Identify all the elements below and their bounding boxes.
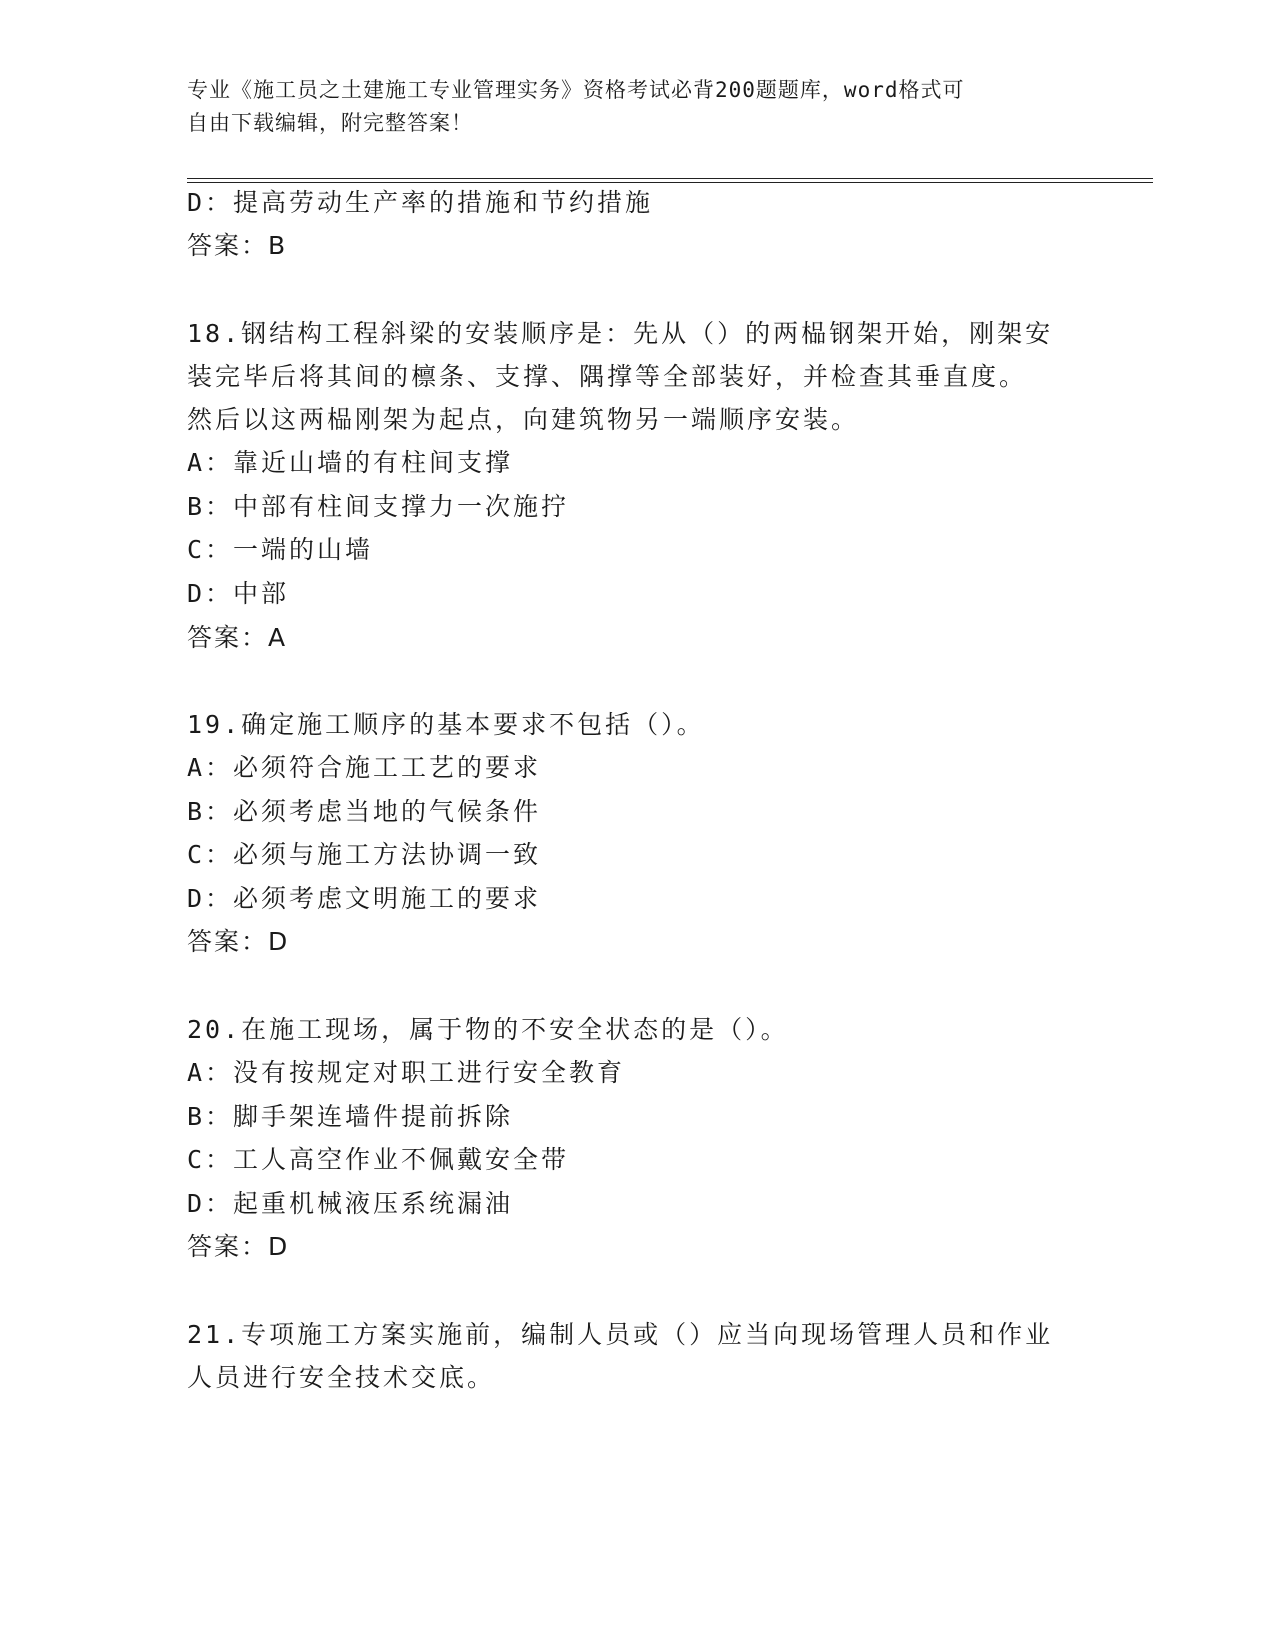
question-18-stem-line-1: 18.钢结构工程斜梁的安装顺序是：先从（）的两榀钢架开始，刚架安	[187, 319, 1054, 348]
question-18-stem-line-3: 然后以这两榀刚架为起点，向建筑物另一端顺序安装。	[187, 405, 860, 434]
question-18-stem-line-2: 装完毕后将其间的檩条、支撑、隅撑等全部装好，并检查其垂直度。	[187, 362, 1028, 391]
question-18-option-a: A：靠近山墙的有柱间支撑	[187, 448, 514, 477]
question-18-option-d: D：中部	[187, 579, 290, 608]
question-21-stem-line-2: 人员进行安全技术交底。	[187, 1363, 496, 1392]
question-20-option-b: B：脚手架连墙件提前拆除	[187, 1102, 514, 1131]
question-20-answer: 答案：D	[187, 1232, 290, 1261]
option-d-prev: D：提高劳动生产率的措施和节约措施	[187, 188, 654, 217]
question-21-stem-line-1: 21.专项施工方案实施前，编制人员或（）应当向现场管理人员和作业	[187, 1320, 1054, 1349]
question-18-option-c: C：一端的山墙	[187, 535, 374, 564]
question-18-answer: 答案：A	[187, 623, 288, 652]
document-header	[187, 74, 1067, 140]
question-20-option-a: A：没有按规定对职工进行安全教育	[187, 1058, 626, 1087]
header-line-2: 自由下载编辑，附完整答案！	[187, 111, 473, 135]
question-19-option-b: B：必须考虑当地的气候条件	[187, 797, 542, 826]
answer-prev: 答案：B	[187, 231, 288, 260]
question-20-option-d: D：起重机械液压系统漏油	[187, 1189, 514, 1218]
question-19-answer: 答案：D	[187, 927, 290, 956]
question-20-stem: 20.在施工现场，属于物的不安全状态的是（）。	[187, 1015, 789, 1044]
question-19-option-d: D：必须考虑文明施工的要求	[187, 884, 542, 913]
header-line-1: 专业《施工员之土建施工专业管理实务》资格考试必背200题题库，word格式可	[187, 78, 965, 102]
header-divider-top	[187, 178, 1153, 179]
question-19-stem: 19.确定施工顺序的基本要求不包括（）。	[187, 710, 705, 739]
question-19-option-a: A：必须符合施工工艺的要求	[187, 753, 542, 782]
question-20-option-c: C：工人高空作业不佩戴安全带	[187, 1145, 570, 1174]
question-18-option-b: B：中部有柱间支撑力一次施拧	[187, 492, 570, 521]
question-19-option-c: C：必须与施工方法协调一致	[187, 840, 542, 869]
